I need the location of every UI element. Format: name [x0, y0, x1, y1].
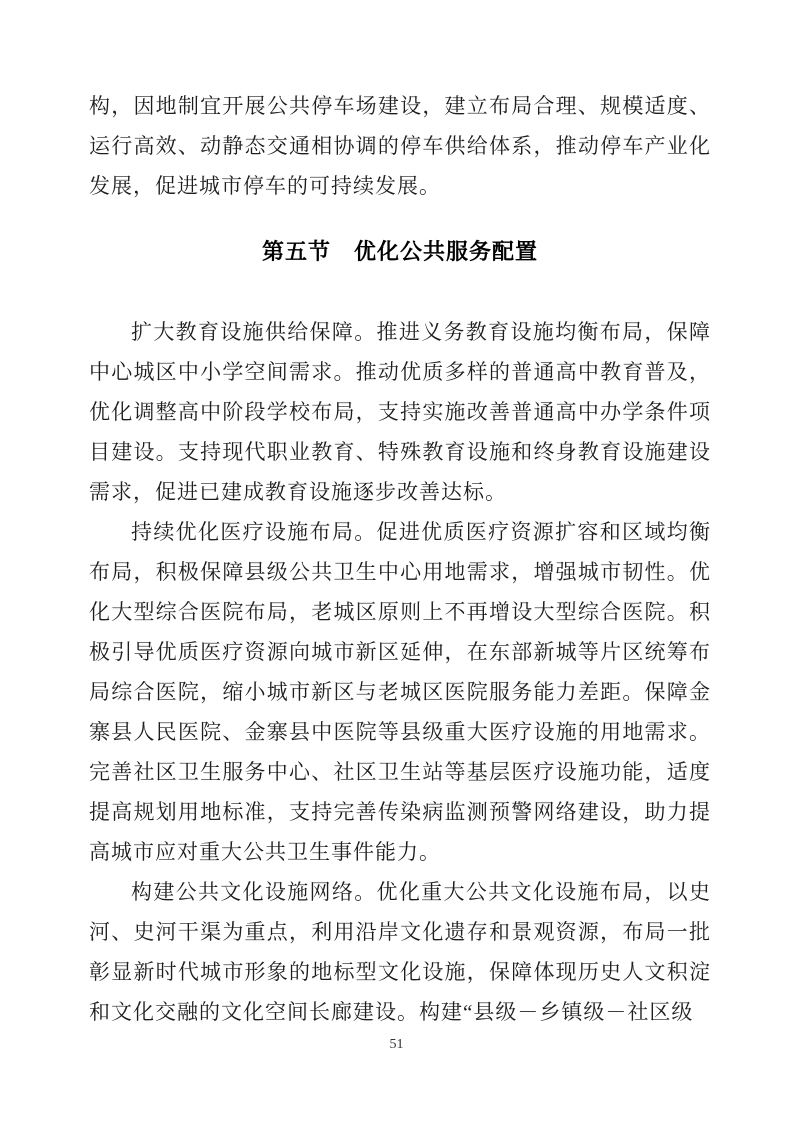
- body-paragraph-culture: 构建公共文化设施网络。优化重大公共文化设施布局，以史河、史河干渠为重点，利用沿岸文化遗存和景观资源，布局一批彰显新时代城市形象的地标型文化设施，保障体现历史人文积淀和文化交融的文化空间长廊建设。构建“县级－乡镇级－社区级: [89, 880, 711, 1024]
- body-paragraph-education: 扩大教育设施供给保障。推进义务教育设施均衡布局，保障中心城区中小学空间需求。推动优质多样的普通高中教育普及，优化调整高中阶段学校布局，支持实施改善普通高中办学条件项目建设。支持现代职业教育、特殊教育设施和终身教育设施建设需求，促进已建成教育设施逐步改善达标。: [89, 320, 711, 504]
- continued-paragraph: 构，因地制宜开展公共停车场建设，建立布局合理、规模适度、运行高效、动静态交通相协调的停车供给体系，推动停车产业化发展，促进城市停车的可持续发展。: [89, 94, 711, 198]
- page-content: [89, 86, 711, 1032]
- body-paragraph-medical: 持续优化医疗设施布局。促进优质医疗资源扩容和区域均衡布局，积极保障县级公共卫生中心用地需求，增强城市韧性。优化大型综合医院布局，老城区原则上不再增设大型综合医院。积极引导优质医疗资源向城市新区延伸，在东部新城等片区统筹布局综合医院，缩小城市新区与老城区医院服务能力差距。保障金寨县人民医院、金寨县中医院等县级重大医疗设施的用地需求。完善社区卫生服务中心、社区卫生站等基层医疗设施功能，适度提高规划用地标准，支持完善传染病监测预警网络建设，助力提高城市应对重大公共卫生事件能力。: [89, 520, 711, 864]
- page-number: 51: [389, 1037, 404, 1052]
- section-heading: 第五节 优化公共服务配置: [261, 239, 538, 264]
